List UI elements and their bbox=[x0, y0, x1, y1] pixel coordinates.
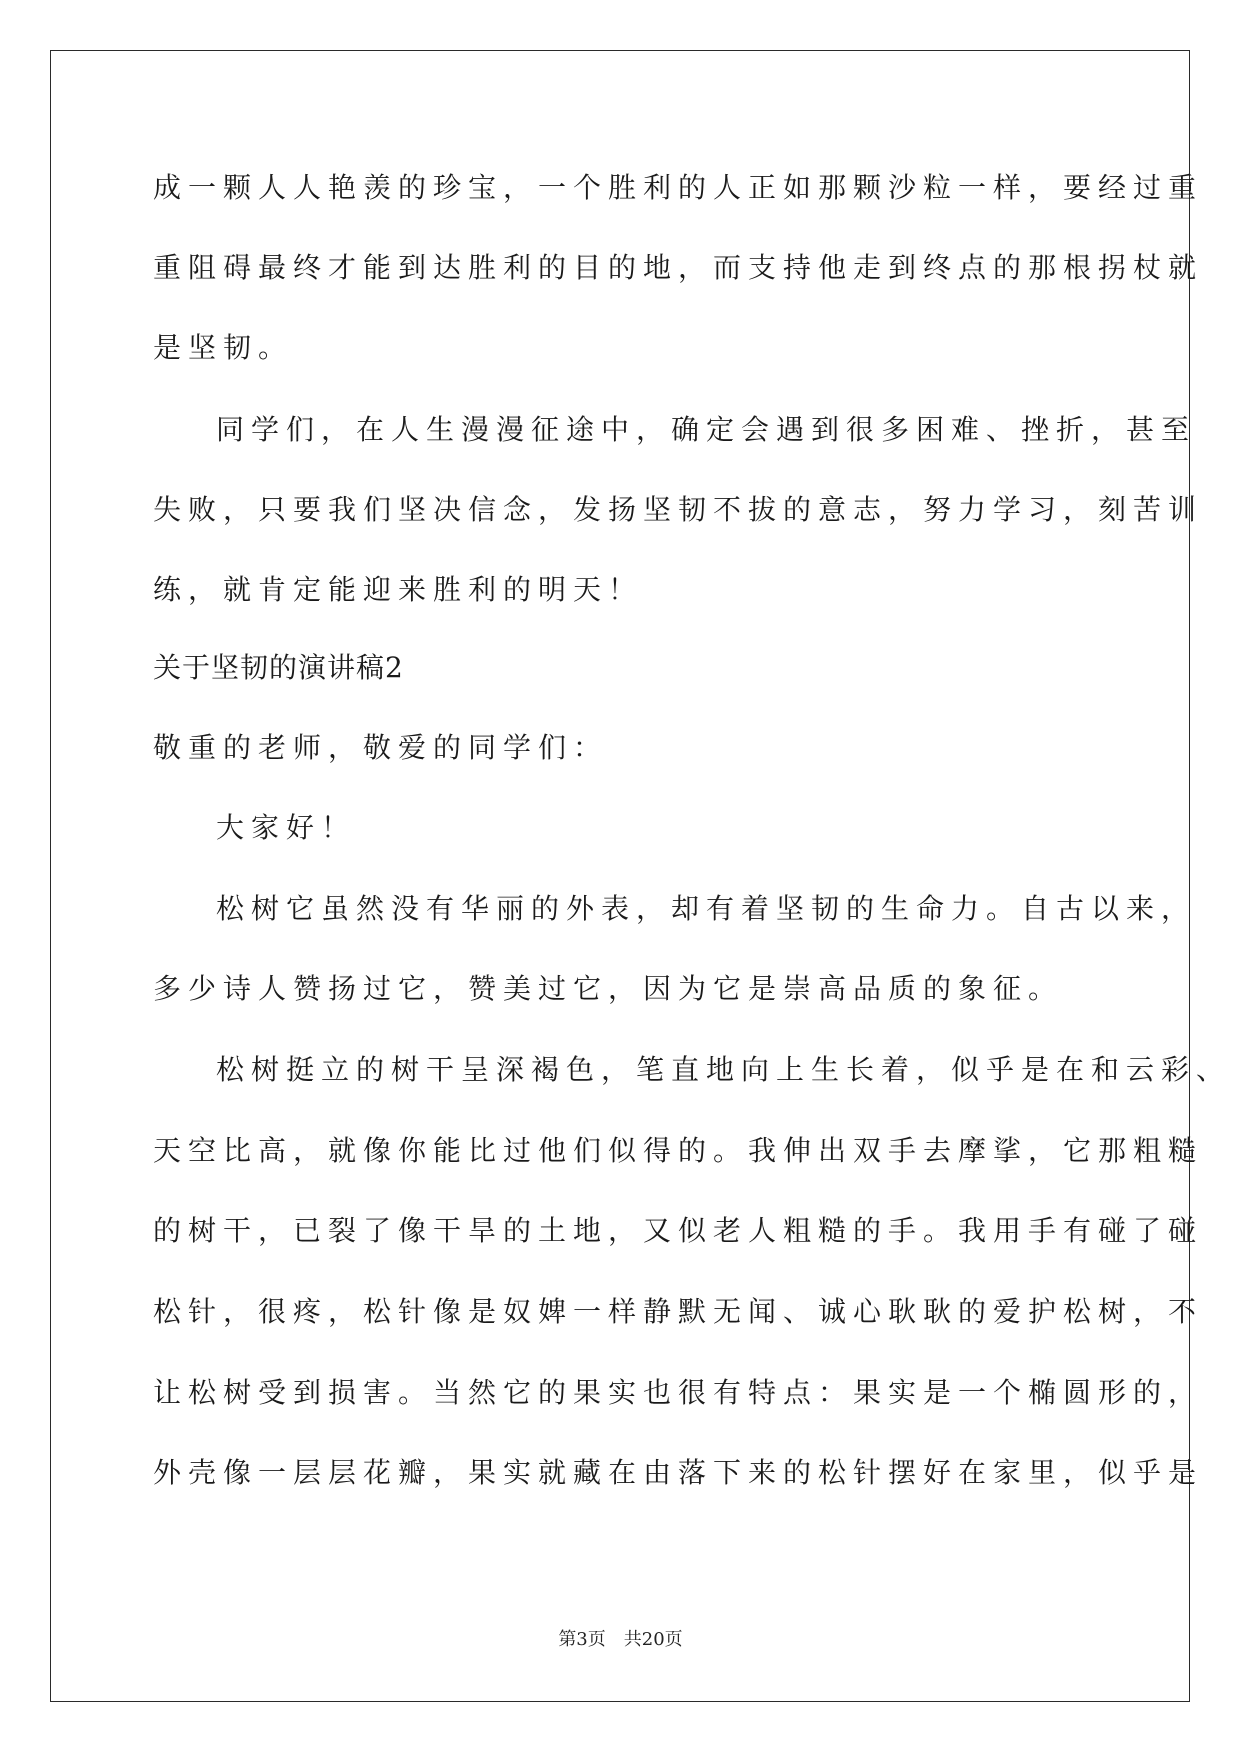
paragraph-line: 让松树受到损害。当然它的果实也很有特点：果实是一个椭圆形的， bbox=[153, 1376, 1204, 1409]
paragraph-line: 同学们，在人生漫漫征途中，确定会遇到很多困难、挫折，甚至 bbox=[216, 413, 1197, 446]
greeting: 大家好！ bbox=[216, 811, 357, 844]
page-number: 第3页 bbox=[558, 1629, 606, 1650]
paragraph-line: 松树挺立的树干呈深褐色，笔直地向上生长着，似乎是在和云彩、 bbox=[216, 1053, 1232, 1086]
paragraph-line: 松树它虽然没有华丽的外表，却有着坚韧的生命力。自古以来， bbox=[216, 892, 1197, 925]
paragraph-line: 失败，只要我们坚决信念，发扬坚韧不拔的意志，努力学习，刻苦训 bbox=[153, 493, 1204, 526]
page-total: 共20页 bbox=[623, 1629, 683, 1650]
paragraph-line: 天空比高，就像你能比过他们似得的。我伸出双手去摩挲，它那粗糙 bbox=[153, 1134, 1204, 1167]
paragraph-line: 多少诗人赞扬过它，赞美过它，因为它是崇高品质的象征。 bbox=[153, 972, 1064, 1005]
paragraph-line: 是坚韧。 bbox=[153, 331, 294, 364]
paragraph-line: 的树干，已裂了像干旱的土地，又似老人粗糙的手。我用手有碰了碰 bbox=[153, 1214, 1204, 1247]
salutation: 敬重的老师，敬爱的同学们： bbox=[153, 731, 609, 764]
paragraph-line: 成一颗人人艳羡的珍宝，一个胜利的人正如那颗沙粒一样，要经过重 bbox=[153, 171, 1204, 204]
page-footer bbox=[0, 1628, 1241, 1652]
paragraph-line: 外壳像一层层花瓣，果实就藏在由落下来的松针摆好在家里，似乎是 bbox=[153, 1456, 1204, 1489]
paragraph-line: 练，就肯定能迎来胜利的明天！ bbox=[153, 573, 644, 606]
paragraph-line: 松针，很疼，松针像是奴婢一样静默无闻、诚心耿耿的爱护松树，不 bbox=[153, 1295, 1204, 1328]
section-heading: 关于坚韧的演讲稿2 bbox=[153, 651, 404, 684]
paragraph-line: 重阻碍最终才能到达胜利的目的地，而支持他走到终点的那根拐杖就 bbox=[153, 251, 1204, 284]
